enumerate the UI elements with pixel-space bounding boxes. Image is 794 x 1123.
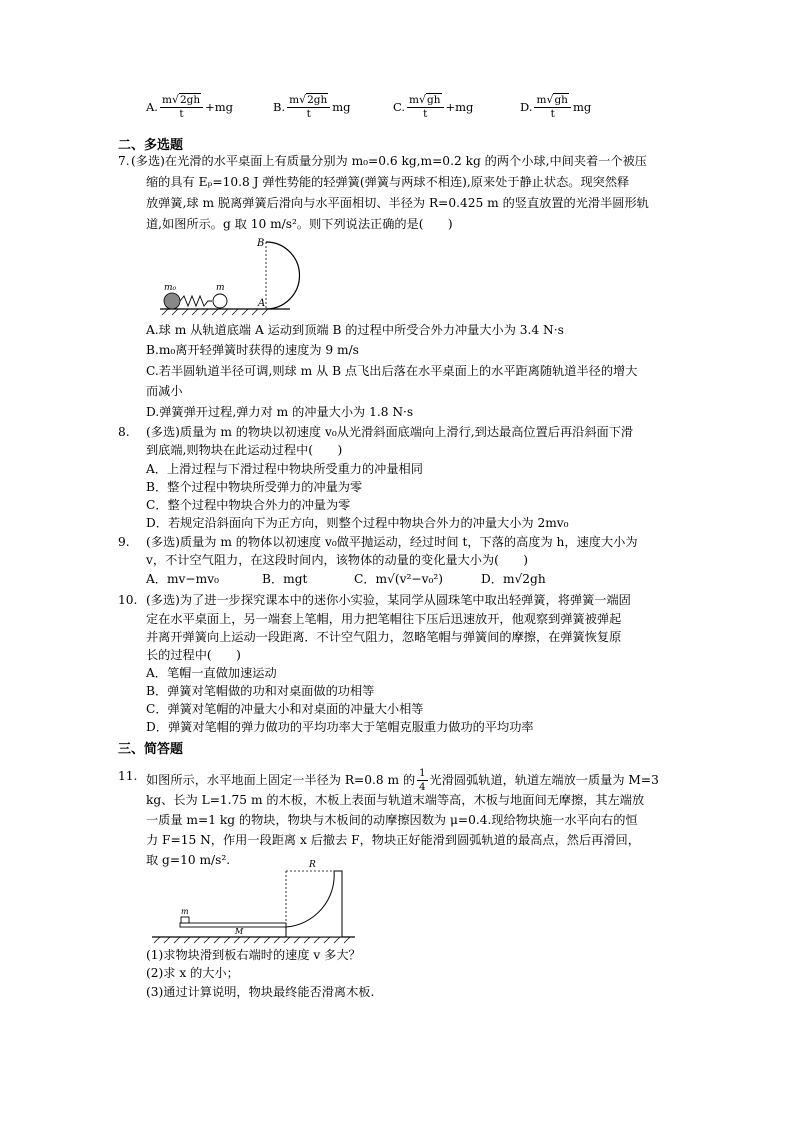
q7-number: 7. [118, 154, 130, 168]
q6-options [146, 93, 666, 133]
q8-option-c: C．整个过程中物块合外力的冲量为零 [146, 498, 351, 512]
q7-ball-m [213, 294, 227, 308]
q8-stem-line: 到底端,则物块在此运动过程中( ) [146, 443, 343, 457]
q9-stem-line: v，不计空气阻力，在这段时间内，该物体的动量的变化量大小为( ) [146, 553, 529, 567]
q11-stem-line: 力 F=15 N，作用一段距离 x 后撤去 F，物块正好能滑到圆弧轨道的最高点，然后再滑回， [146, 833, 640, 847]
q10-stem-line: (多选)为了进一步探究课本中的迷你小实验，某同学从圆珠笔中取出轻弹簧，将弹簧一端固 [146, 593, 631, 607]
q9-option-a: A．mv−mv₀ [146, 572, 219, 586]
q10-stem-line: 长的过程中( ) [146, 648, 241, 662]
q11-label-r: R [309, 860, 316, 870]
q6-option-c: C. $\frac{m√gh}{t}$ +mg [393, 93, 474, 120]
q9-stem-line: (多选)质量为 m 的物体以初速度 v₀做平抛运动，经过时间 t，下落的高度为 h，速度大小为 [146, 535, 638, 549]
q9-number: 9. [118, 535, 130, 549]
q7-figure [160, 234, 310, 316]
q7-label-m: m [216, 283, 225, 293]
q7-option-b: B.m₀离开轻弹簧时获得的速度为 9 m/s [146, 343, 359, 357]
q7-option-a: A.球 m 从轨道底端 A 运动到顶端 B 的过程中所受合外力冲量大小为 3.4 N·s [146, 323, 564, 337]
q10-stem-line: 定在水平桌面上，另一端套上笔帽，用力把笔帽往下压后迅速放开，他观察到弹簧被弹起 [146, 612, 622, 626]
q7-stem-line: 放弹簧,球 m 脱离弹簧后滑向与水平面相切、半径为 R=0.425 m 的竖直放置的光滑半圆形轨 [146, 196, 649, 210]
q7-ball-m0 [164, 293, 180, 309]
q7-option-d: D.弹簧弹开过程,弹力对 m 的冲量大小为 1.8 N·s [146, 405, 414, 419]
q11-board-m [180, 923, 286, 927]
q8-option-a: A．上滑过程与下滑过程中物块所受重力的冲量相同 [146, 462, 423, 476]
q6-option-b: B. $\frac{m√2gh}{t}$ mg [273, 93, 351, 120]
q10-option-b: B．弹簧对笔帽做的功和对桌面做的功相等 [146, 684, 375, 698]
q9-option-b: B．mgt [262, 572, 308, 586]
q7-stem-line: 缩的具有 Eₚ=10.8 J 弹性势能的轻弹簧(弹簧与两球不相连),原来处于静止状态。现突然释 [146, 175, 630, 189]
q9-option-c: C．m√(v²−v₀²) [354, 572, 443, 586]
q10-number: 10. [118, 593, 138, 607]
q7-option-c-cont: 而减小 [146, 384, 183, 398]
section3-heading: 三、简答题 [118, 742, 184, 757]
q6-option-d: D. $\frac{m√gh}{t}$ mg [520, 93, 592, 120]
q11-label-board: M [235, 927, 244, 936]
section2-heading: 二、多选题 [118, 138, 184, 153]
q8-option-d: D．若规定沿斜面向下为正方向，则整个过程中物块合外力的冲量大小为 2mv₀ [146, 516, 569, 530]
q11-arc-track [286, 871, 342, 937]
q11-ground-hatch [154, 937, 350, 943]
q10-option-a: A．笔帽一直做加速运动 [146, 666, 277, 680]
q11-number: 11. [118, 769, 138, 783]
q7-ground-hatch [162, 309, 268, 315]
q6-option-a: A. $\frac{m√2gh}{t}$ +mg [146, 93, 234, 120]
q10-option-d: D．弹簧对笔帽的弹力做功的平均功率大于笔帽克服重力做功的平均功率 [146, 720, 534, 734]
q11-label-m: m [181, 907, 189, 916]
q8-stem-line: (多选)质量为 m 的物块以初速度 v₀从光滑斜面底端向上滑行,到达最高位置后再沿斜面下滑 [146, 425, 634, 439]
q7-option-c: C.若半圆轨道半径可调,则球 m 从 B 点飞出后落在水平桌面上的水平距离随轨道半径的增大 [146, 364, 638, 378]
q7-stem-line: 道,如图所示。g 取 10 m/s²。则下列说法正确的是( ) [146, 217, 453, 231]
q11-stem-line: 一质量 m=1 kg 的物块，物块与木板间的动摩擦因数为 μ=0.4.现给物块施一水平向右的恒 [146, 813, 638, 827]
q11-block-m [181, 917, 189, 923]
q7-stem-line: (多选)在光滑的水平桌面上有质量分别为 m₀=0.6 kg,m=0.2 kg 的两个小球,中间夹着一个被压 [131, 154, 647, 168]
q11-stem-line-1: 如图所示，水平地面上固定一半径为 R=0.8 m 的 $\frac{1}{4}$ 光滑圆弧轨道，轨道左端放一质量为 M=3 [146, 768, 659, 793]
q7-label-b: B [257, 238, 265, 249]
q11-sub-2: (2)求 x 的大小； [146, 966, 239, 980]
q11-sub-1: (1)求物块滑到板右端时的速度 v 多大？ [146, 948, 361, 962]
q8-option-b: B．整个过程中物块所受弹力的冲量为零 [146, 480, 363, 494]
q10-stem-line: 并离开弹簧向上运动一段距离．不计空气阻力，忽略笔帽与弹簧间的摩擦，在弹簧恢复原 [146, 630, 622, 644]
q8-number: 8. [118, 425, 130, 439]
q11-sub-3: (3)通过计算说明，物块最终能否滑离木板. [146, 985, 375, 999]
q7-label-a: A [258, 298, 266, 309]
q11-fraction: $\frac{1}{4}$ [419, 768, 426, 793]
q11-stem-line: kg、长为 L=1.75 m 的木板，木板上表面与轨道末端等高，木板与地面间无摩擦，其左端放 [146, 793, 645, 807]
q11-stem-line: 取 g=10 m/s². [146, 853, 231, 867]
q7-semicircle-track [266, 242, 300, 309]
q7-spring [180, 296, 212, 306]
q10-option-c: C．弹簧对笔帽的冲量大小和对桌面的冲量大小相等 [146, 702, 424, 716]
q9-option-d: D．m√2gh [481, 572, 546, 586]
q11-figure [150, 857, 360, 947]
q7-label-m0: m₀ [164, 283, 177, 293]
